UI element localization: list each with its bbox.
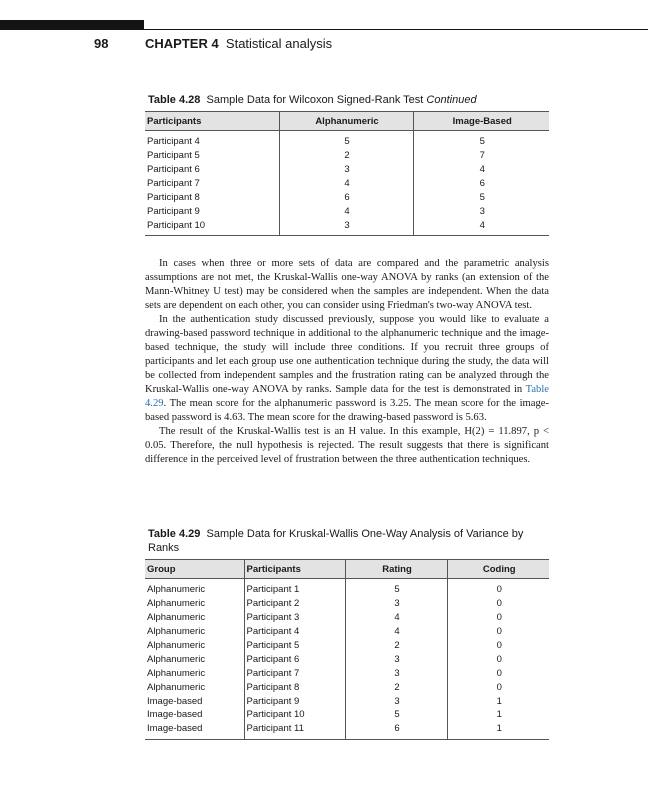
table-cell: Participant 11 (244, 722, 345, 739)
table-cell: Participant 2 (244, 597, 345, 611)
header-bar (0, 20, 144, 30)
table-cell: 6 (345, 722, 447, 739)
table-cell: 3 (345, 694, 447, 708)
table-cell: 4 (345, 611, 447, 625)
table-cell: Participant 6 (244, 652, 345, 666)
table-cell: Alphanumeric (147, 640, 206, 651)
table-cell: Participant 3 (244, 611, 345, 625)
table-cell: 3 (413, 204, 549, 218)
table-cell: Participant 7 (147, 178, 200, 190)
table-cell: 3 (345, 666, 447, 680)
table-cell: 1 (447, 708, 549, 722)
table-cell: 4 (279, 177, 413, 191)
table-row (145, 204, 549, 218)
table-428 (145, 111, 549, 236)
page-number: 98 (94, 36, 109, 51)
table-cell: Participant 8 (147, 192, 200, 203)
column-header: Participants (244, 560, 345, 579)
paragraph-2-text-a: In the authentication study discussed previously, suppose you would like to evaluate a drawing-based password technique in additional to the alphanumeric technique and the image-based technique, the study will include three conditions. If you recruit three groups of participants and let each group use one authentication technique during the study, the data will be collected from independent samples and the frustration rating can be analyzed through the Kruskal-Wallis one-way ANOVA by ranks. Sample data for the test is demonstrated in (145, 314, 549, 395)
table-row (145, 218, 549, 235)
table-row (145, 625, 549, 639)
table-429-caption-label: Table 4.29 (148, 528, 201, 540)
table-cell: Alphanumeric (147, 667, 206, 679)
table-cell: Alphanumeric (147, 584, 206, 596)
table-cell: Participant 7 (244, 666, 345, 680)
table-cell: 5 (345, 579, 447, 597)
table-429-link[interactable]: Table 4.29 (145, 384, 549, 409)
table-cell: 3 (345, 652, 447, 666)
table-row (145, 163, 549, 177)
table-cell: 3 (345, 597, 447, 611)
table-row (145, 652, 549, 666)
table-cell: 4 (345, 625, 447, 639)
table-cell: Alphanumeric (147, 598, 206, 610)
table-row (145, 708, 549, 722)
table-cell: Participant 5 (244, 639, 345, 653)
table-cell: Participant 8 (244, 680, 345, 694)
column-header: Participants (145, 112, 279, 131)
table-cell: Alphanumeric (147, 653, 206, 665)
table-cell: Participant 6 (147, 164, 200, 176)
column-header: Rating (345, 560, 447, 579)
chapter-title: Statistical analysis (225, 36, 333, 51)
table-row (145, 177, 549, 191)
table-cell: 2 (345, 639, 447, 653)
table-cell: 5 (413, 131, 549, 149)
table-cell: 5 (279, 131, 413, 149)
table-row (145, 694, 549, 708)
table-row (145, 680, 549, 694)
table-cell: 6 (413, 177, 549, 191)
table-cell: Participant 4 (244, 625, 345, 639)
table-cell: Image-based (147, 695, 203, 707)
table-cell: Participant 10 (145, 218, 279, 235)
table-cell: 3 (279, 218, 413, 235)
table-429-caption (148, 527, 552, 555)
paragraph-3: The result of the Kruskal-Wallis test is an H value. In this example, H(2) = 11.897, p < 0.05. Therefore, the null hypothesis is rejected. The result suggests that there is significant difference in the perceived level of frustration between the three authentication techniques. (145, 426, 549, 465)
table-cell: Participant 9 (147, 205, 200, 217)
table-429 (145, 559, 549, 740)
table-cell: 0 (447, 625, 549, 639)
table-cell: 6 (279, 191, 413, 205)
table-cell: 3 (279, 163, 413, 177)
table-cell: 2 (279, 149, 413, 163)
table-cell: Alphanumeric (147, 626, 206, 638)
paragraph-2 (145, 313, 549, 425)
table-cell: Participant 1 (244, 579, 345, 597)
table-cell: Alphanumeric (147, 681, 206, 693)
table-cell: Image-based (145, 722, 244, 739)
chapter-heading (145, 36, 332, 51)
column-header: Group (145, 560, 244, 579)
table-cell: 1 (447, 694, 549, 708)
table-cell: 7 (413, 149, 549, 163)
table-row (145, 722, 549, 739)
table-row (145, 131, 549, 149)
table-cell: Participant 4 (147, 136, 200, 148)
table-cell: 4 (279, 204, 413, 218)
table-cell: 2 (345, 680, 447, 694)
table-row (145, 666, 549, 680)
table-cell: 0 (447, 652, 549, 666)
table-row (145, 191, 549, 205)
table-cell: 5 (345, 708, 447, 722)
table-row (145, 611, 549, 625)
table-header-row (145, 560, 549, 579)
table-428-caption-label: Table 4.28 (148, 94, 201, 106)
column-header: Coding (447, 560, 549, 579)
table-cell: 4 (413, 218, 549, 235)
paragraph-1: In cases when three or more sets of data are compared and the parametric analysis assumptions are not met, the Kruskal-Wallis one-way ANOVA by ranks (an extension of the Mann-Whitney U test) may be considered when the samples are independent. When the data sets are dependent on each other, you can consider using Friedman's two-way ANOVA test. (145, 258, 549, 311)
column-header: Image-Based (413, 112, 549, 131)
table-row (145, 149, 549, 163)
table-428-caption (148, 93, 477, 107)
table-cell: 0 (447, 680, 549, 694)
table-cell: 0 (447, 666, 549, 680)
table-cell: Participant 9 (244, 694, 345, 708)
table-429-caption-text: Sample Data for Kruskal-Wallis One-Way Analysis of Variance by Ranks (148, 528, 524, 554)
table-cell: 5 (413, 191, 549, 205)
table-row (145, 639, 549, 653)
table-428-caption-suffix: Continued (426, 94, 477, 106)
table-cell: 0 (447, 611, 549, 625)
body-text (145, 257, 549, 467)
table-cell: Alphanumeric (147, 612, 206, 624)
table-cell: 4 (413, 163, 549, 177)
column-header: Alphanumeric (279, 112, 413, 131)
header-rule (144, 29, 648, 30)
paragraph-2-text-b: . The mean score for the alphanumeric password is 3.25. The mean score for the image-based password is 4.63. The mean score for the drawing-based password is 5.63. (145, 398, 549, 423)
table-row (145, 597, 549, 611)
table-cell: Participant 5 (147, 150, 200, 162)
chapter-label: CHAPTER 4 (145, 36, 219, 51)
table-cell: Participant 10 (244, 708, 345, 722)
table-header-row (145, 112, 549, 131)
table-cell: 1 (447, 722, 549, 739)
table-cell: 0 (447, 579, 549, 597)
table-cell: 0 (447, 639, 549, 653)
table-cell: Image-based (147, 709, 203, 721)
table-cell: 0 (447, 597, 549, 611)
table-428-caption-text: Sample Data for Wilcoxon Signed-Rank Test (206, 94, 424, 106)
table-row (145, 579, 549, 597)
